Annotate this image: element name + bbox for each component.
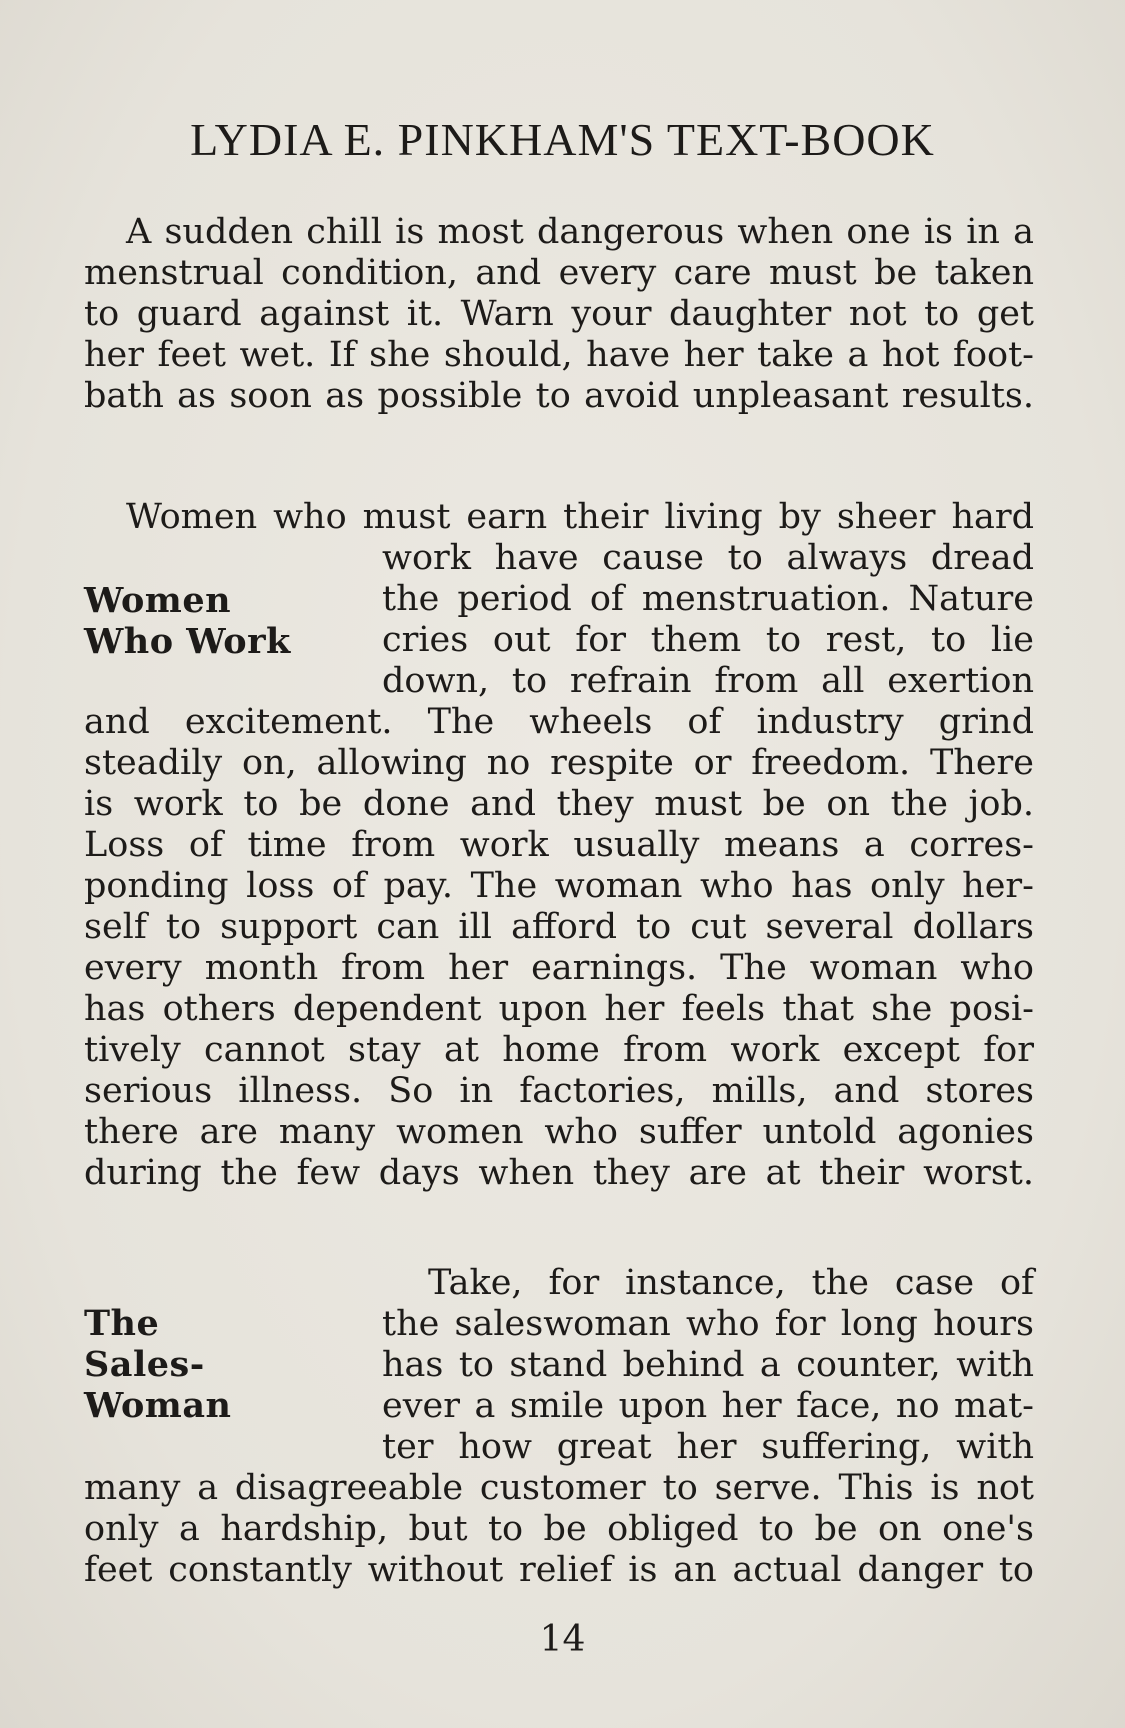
text-line: ter how great her suffering, with (382, 1427, 1034, 1467)
text-line: only a hardship, but to be obliged to be on one's (84, 1509, 1034, 1549)
text-line: Loss of time from work usually means a corres- (84, 825, 1034, 865)
text-line: work have cause to always dread (382, 538, 1034, 578)
text-line: down, to refrain from all exertion (382, 661, 1034, 701)
page-number: 14 (539, 1619, 586, 1660)
text-line: ponding loss of pay. The woman who has only her- (84, 866, 1034, 906)
text-line: every month from her earnings. The woman who (84, 948, 1034, 988)
text-line: is work to be done and they must be on the job. (84, 784, 1034, 824)
side-heading-line: Sales- (84, 1344, 205, 1385)
text-line: there are many women who suffer untold agonies (84, 1112, 1034, 1152)
text-line: during the few days when they are at their worst. (84, 1153, 1034, 1193)
side-heading-line: Women (84, 580, 232, 621)
text-line: has to stand behind a counter, with (382, 1345, 1034, 1385)
text-line: her feet wet. If she should, have her take a hot foot- (84, 335, 1034, 375)
text-line: the period of menstruation. Nature (382, 579, 1034, 619)
text-line: bath as soon as possible to avoid unpleasant results. (84, 376, 1034, 416)
text-line: A sudden chill is most dangerous when one is in a (126, 212, 1034, 252)
text-line: many a disagreeable customer to serve. This is not (84, 1468, 1034, 1508)
text-line: serious illness. So in factories, mills, and stores (84, 1071, 1034, 1111)
text-line: to guard against it. Warn your daughter not to get (84, 294, 1034, 334)
running-header: LYDIA E. PINKHAM'S TEXT-BOOK (190, 114, 935, 165)
text-line: ever a smile upon her face, no mat- (382, 1386, 1034, 1426)
text-line: Take, for instance, the case of (428, 1263, 1034, 1303)
text-line: Women who must earn their living by sheer hard (126, 497, 1034, 537)
side-heading-line: Who Work (84, 621, 291, 662)
text-line: feet constantly without relief is an actual danger to (84, 1550, 1034, 1590)
text-line: tively cannot stay at home from work except for (84, 1030, 1034, 1070)
text-line: has others dependent upon her feels that she posi- (84, 989, 1034, 1029)
side-heading-line: The (84, 1303, 160, 1344)
text-line: the saleswoman who for long hours (382, 1304, 1034, 1344)
text-line: steadily on, allowing no respite or freedom. There (84, 743, 1034, 783)
text-line: and excitement. The wheels of industry grind (84, 702, 1034, 742)
side-heading-line: Woman (84, 1385, 232, 1426)
text-line: self to support can ill afford to cut several dollars (84, 907, 1034, 947)
text-line: cries out for them to rest, to lie (382, 620, 1034, 660)
text-line: menstrual condition, and every care must be taken (84, 253, 1034, 293)
